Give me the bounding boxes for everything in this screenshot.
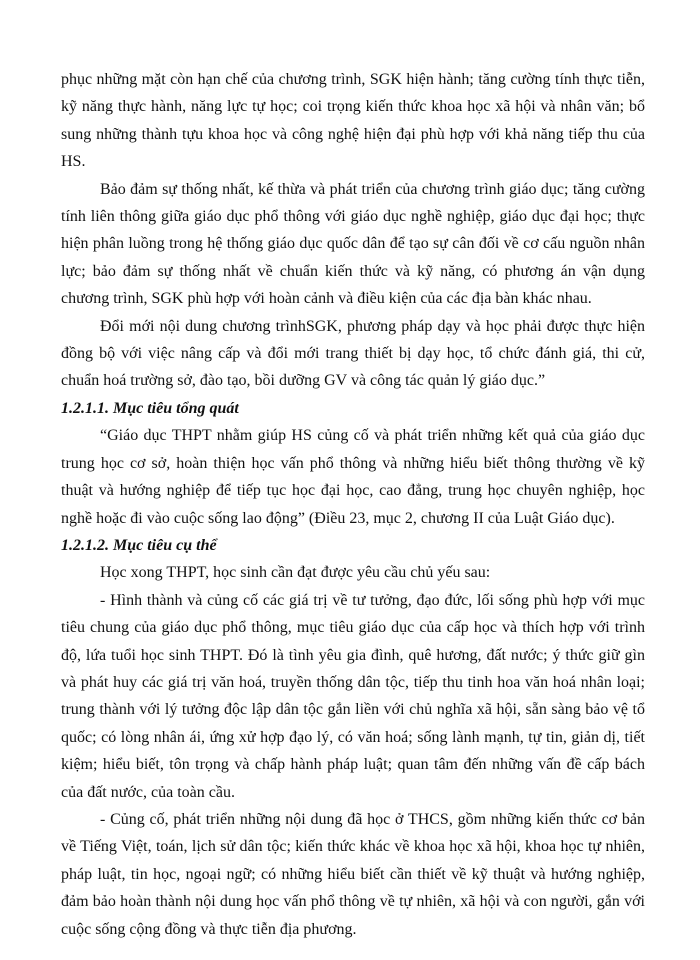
paragraph-general-objective: “Giáo dục THPT nhằm giúp HS củng cố và phát triển những kết quả của giáo dục trung học cơ sở, hoàn thiện học vấn phổ thông và những hiểu biết thông thường về kỹ thuật và hướng nghiệp để tiếp tục học đại học, cao đẳng, trung học chuyên nghiệp, học nghề hoặc đi vào cuộc sống lao động” (Điều 23, mục 2, chương II của Luật Giáo dục). — [61, 427, 645, 527]
document-page — [61, 66, 645, 943]
paragraph-knowledge-item: - Củng cố, phát triển những nội dung đã học ở THCS, gồm những kiến thức cơ bản về Tiếng Việt, toán, lịch sử dân tộc; kiến thức khác về khoa học xã hội, khoa học tự nhiên, pháp luật, tin học, ngoại ngữ; có những hiểu biết cần thiết về kỹ thuật và hướng nghiệp, đảm bảo hoàn thành nội dung học vấn phổ thông về tự nhiên, xã hội và con người, gắn với cuộc sống cộng đồng và thực tiễn địa phương. — [61, 810, 645, 938]
section-heading-specific-objective: 1.2.1.2. Mục tiêu cụ thể — [61, 536, 217, 554]
paragraph-values-item: - Hình thành và củng cố các giá trị về tư tưởng, đạo đức, lối sống phù hợp với mục tiêu chung của giáo dục phổ thông, mục tiêu giáo dục của cấp học và thích hợp với trình độ, lứa tuổi học sinh THPT. Đó là tình yêu gia đình, quê hương, đất nước; ý thức giữ gìn và phát huy các giá trị văn hoá, truyền thống dân tộc, tiếp thu tinh hoa văn hoá nhân loại; trung thành với lý tưởng độc lập dân tộc gắn liền với chủ nghĩa xã hội, sẵn sàng bảo vệ tổ quốc; có lòng nhân ái, ứng xử hợp đạo lý, có văn hoá; sống lành mạnh, tự tin, giản dị, tiết kiệm; hiểu biết, tôn trọng và chấp hành pháp luật; quan tâm đến những vấn đề cấp bách của đất nước, của toàn cầu. — [61, 591, 645, 801]
section-heading-general-objective: 1.2.1.1. Mục tiêu tổng quát — [61, 399, 239, 417]
paragraph-continuation: phục những mặt còn hạn chế của chương trình, SGK hiện hành; tăng cường tính thực tiễn, kỹ năng thực hành, năng lực tự học; coi trọng kiến thức khoa học xã hội và nhân văn; bổ sung những thành tựu khoa học và công nghệ hiện đại phù hợp với khả năng tiếp thu của HS. — [61, 71, 645, 171]
paragraph-requirements-intro: Học xong THPT, học sinh cần đạt được yêu cầu chủ yếu sau: — [100, 564, 491, 582]
paragraph-innovation: Đổi mới nội dung chương trìnhSGK, phương pháp dạy và học phải được thực hiện đồng bộ với việc nâng cấp và đổi mới trang thiết bị dạy học, tổ chức đánh giá, thi cử, chuẩn hoá trường sở, đào tạo, bồi dưỡng GV và công tác quản lý giáo dục.” — [61, 317, 645, 390]
paragraph-consistency: Bảo đảm sự thống nhất, kế thừa và phát triển của chương trình giáo dục; tăng cường tính liên thông giữa giáo dục phổ thông với giáo dục nghề nghiệp, giáo dục đại học; thực hiện phân luồng trong hệ thống giáo dục quốc dân để tạo sự cân đối về cơ cấu nguồn nhân lực; bảo đảm sự thống nhất về chuẩn kiến thức và kỹ năng, có phương án vận dụng chương trình, SGK phù hợp với hoàn cảnh và điều kiện của các địa bàn khác nhau. — [61, 180, 645, 308]
